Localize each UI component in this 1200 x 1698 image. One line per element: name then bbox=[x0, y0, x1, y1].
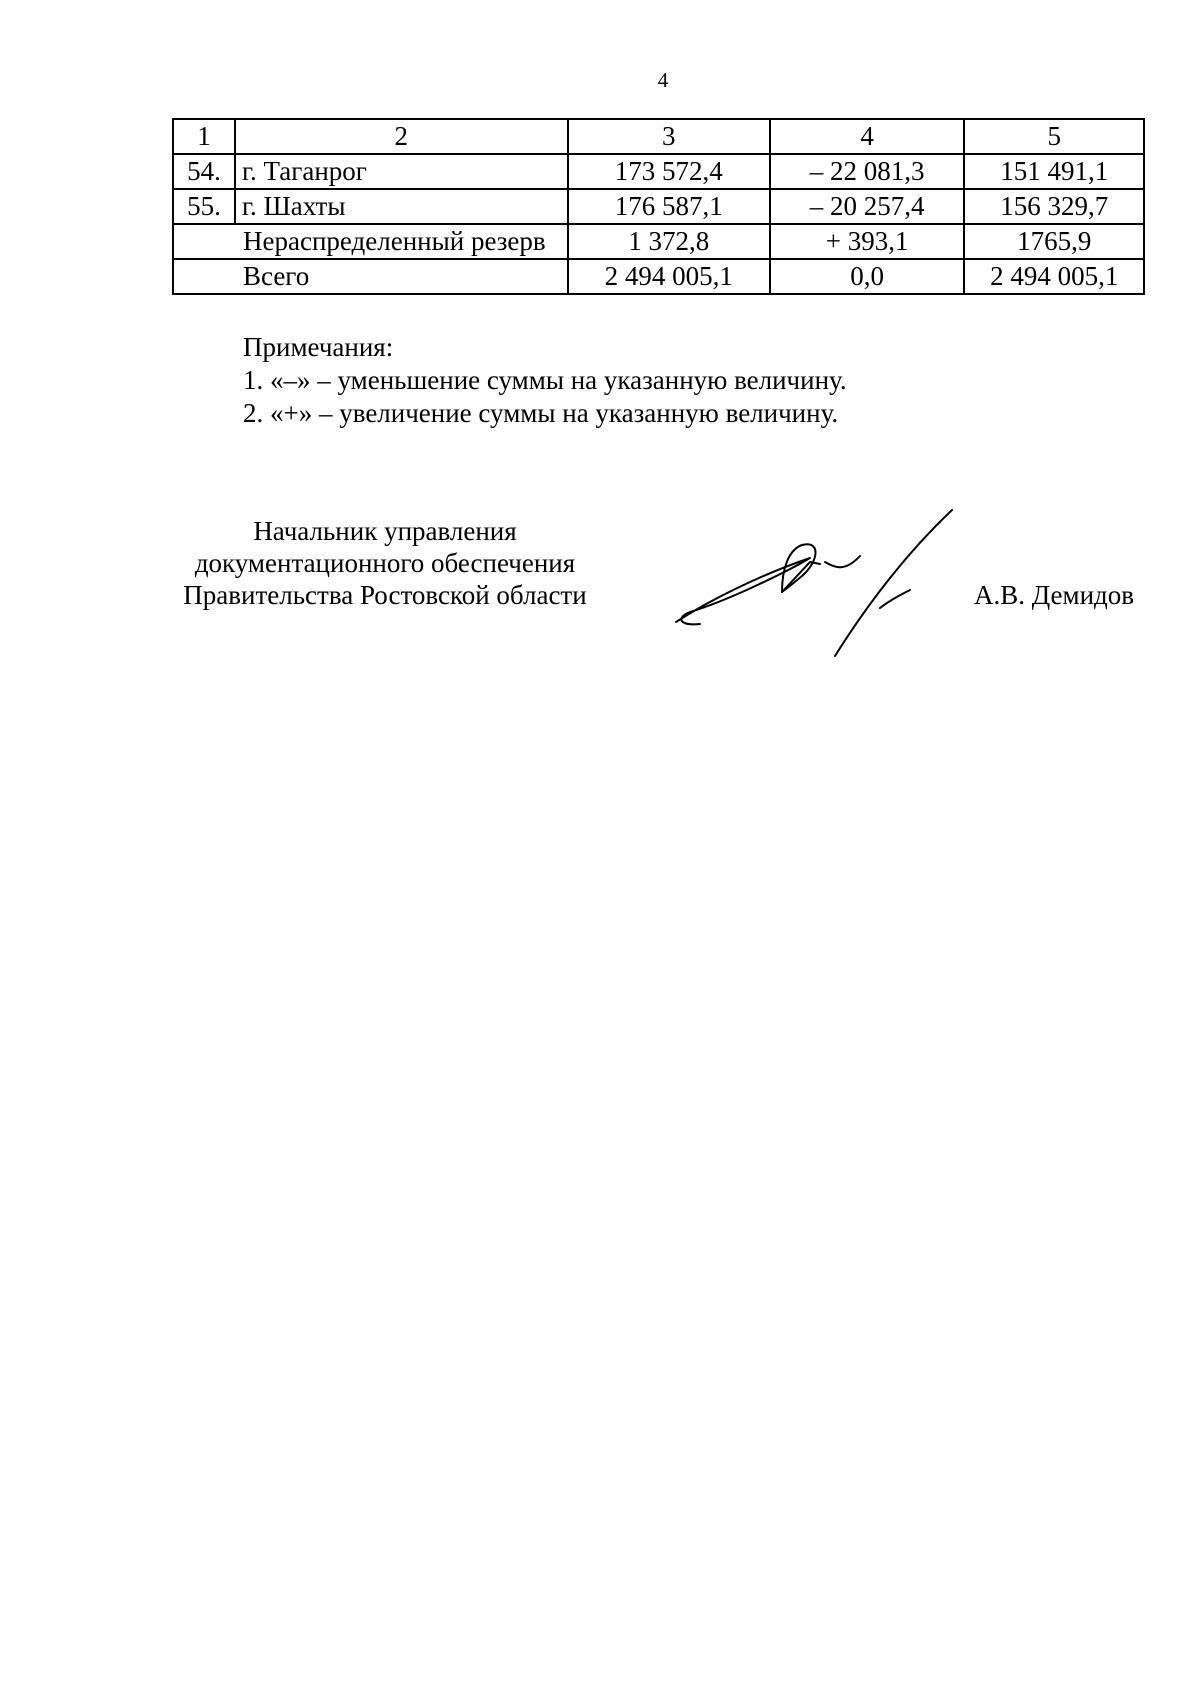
reserve-label: Нераспределенный резерв bbox=[173, 224, 568, 259]
row-number: 54. bbox=[173, 154, 235, 189]
table-header-cell: 2 bbox=[235, 119, 568, 154]
table-header-cell: 1 bbox=[173, 119, 235, 154]
reserve-value-3: 1 372,8 bbox=[568, 224, 770, 259]
page-number: 4 bbox=[657, 68, 669, 92]
position-line: Начальник управления bbox=[253, 516, 517, 546]
total-value-4: 0,0 bbox=[770, 259, 964, 294]
table-header-cell: 3 bbox=[568, 119, 770, 154]
table-row bbox=[173, 189, 1144, 224]
handwritten-signature bbox=[670, 500, 960, 660]
reserve-value-5: 1765,9 bbox=[964, 224, 1144, 259]
row-value-4: – 20 257,4 bbox=[770, 189, 964, 224]
row-value-4: – 22 081,3 bbox=[770, 154, 964, 189]
table-row bbox=[173, 154, 1144, 189]
total-label: Всего bbox=[173, 259, 568, 294]
notes-title: Примечания: bbox=[243, 332, 394, 362]
note-item: 1. «–» – уменьшение суммы на указанную величину. bbox=[243, 365, 847, 395]
position-line: документационного обеспечения bbox=[194, 548, 576, 578]
total-value-3: 2 494 005,1 bbox=[568, 259, 770, 294]
table-header-row bbox=[173, 119, 1144, 154]
total-row bbox=[173, 259, 1144, 294]
row-value-5: 151 491,1 bbox=[964, 154, 1144, 189]
row-number: 55. bbox=[173, 189, 235, 224]
row-value-5: 156 329,7 bbox=[964, 189, 1144, 224]
row-name: г. Таганрог bbox=[235, 154, 568, 189]
signer-name: А.В. Демидов bbox=[974, 580, 1135, 610]
notes-block bbox=[243, 331, 847, 430]
row-value-3: 173 572,4 bbox=[568, 154, 770, 189]
table-header-cell: 5 bbox=[964, 119, 1144, 154]
total-value-5: 2 494 005,1 bbox=[964, 259, 1144, 294]
table-header-cell: 4 bbox=[770, 119, 964, 154]
note-item: 2. «+» – увеличение суммы на указанную величину. bbox=[243, 398, 839, 428]
reserve-row bbox=[173, 224, 1144, 259]
signer-position bbox=[165, 515, 605, 611]
row-value-3: 176 587,1 bbox=[568, 189, 770, 224]
row-name: г. Шахты bbox=[235, 189, 568, 224]
reserve-value-4: + 393,1 bbox=[770, 224, 964, 259]
position-line: Правительства Ростовской области bbox=[183, 580, 587, 610]
data-table bbox=[172, 118, 1145, 295]
